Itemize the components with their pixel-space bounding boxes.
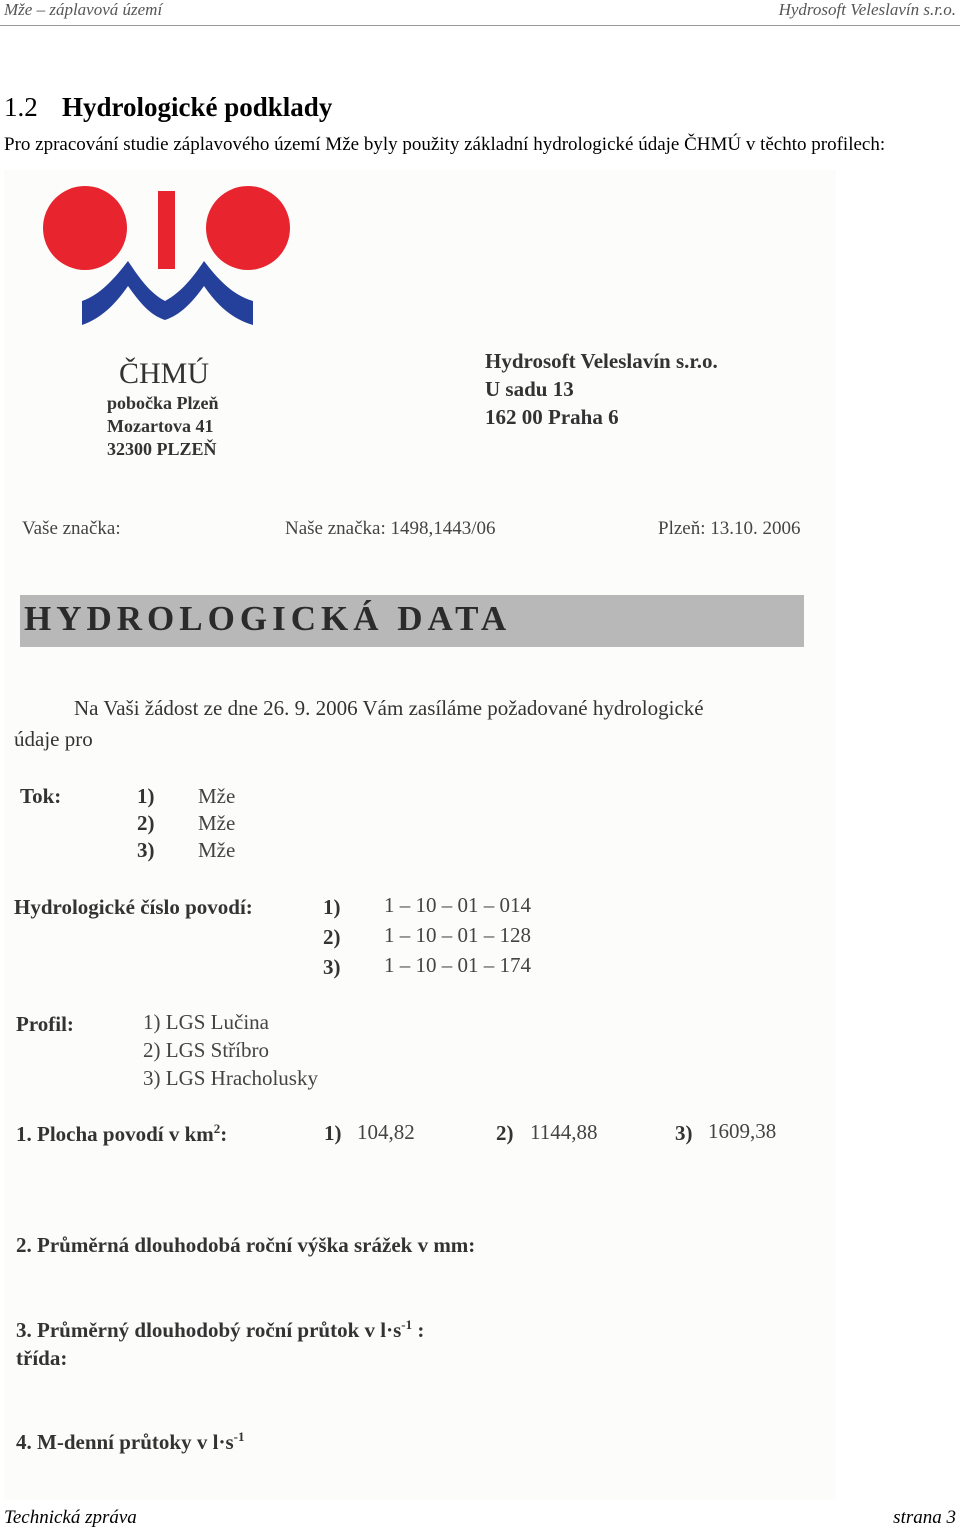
page-footer-right: strana 3 xyxy=(893,1507,956,1528)
tok-value-2: Mže xyxy=(198,811,236,835)
povodi-label: Hydrologické číslo povodí: xyxy=(14,895,253,919)
logo-red-bar xyxy=(158,191,175,269)
plocha-label-sup: 2 xyxy=(213,1121,221,1136)
plocha-num-3: 3) xyxy=(675,1121,693,1145)
intro-paragraph: Pro zpracování studie záplavového území Mže byly použity základní hydrologické údaje ČHMÚ v těchto profilech: xyxy=(4,134,886,155)
request-line-2: údaje pro xyxy=(14,727,93,751)
plocha-label xyxy=(16,1121,227,1147)
profil-item-3: 3) LGS Hracholusky xyxy=(143,1066,318,1090)
tok-num-1: 1) xyxy=(137,784,155,808)
item3-label-text: 3. Průměrný dlouhodobý roční průtok v l·s xyxy=(16,1318,402,1342)
item3-class-label: třída: xyxy=(16,1346,68,1370)
povodi-value-3: 1 – 10 – 01 – 174 xyxy=(384,953,531,977)
item3-label xyxy=(16,1317,424,1343)
povodi-value-1: 1 – 10 – 01 – 014 xyxy=(384,893,531,917)
tok-num-3: 3) xyxy=(137,838,155,862)
povodi-num-2: 2) xyxy=(323,925,341,949)
recipient-name: Hydrosoft Veleslavín s.r.o. xyxy=(485,349,718,373)
plocha-value-3: 1609,38 xyxy=(708,1119,777,1143)
page-footer-left: Technická zpráva xyxy=(4,1507,137,1528)
our-reference: Naše značka: 1498,1443/06 xyxy=(285,518,496,539)
plocha-label-text: 1. Plocha povodí v km xyxy=(16,1122,214,1146)
povodi-num-3: 3) xyxy=(323,955,341,979)
chmu-logo xyxy=(40,183,300,333)
item2-label: 2. Průměrná dlouhodobá roční výška srážek v mm: xyxy=(16,1233,476,1257)
povodi-num-1: 1) xyxy=(323,895,341,919)
page-header-right: Hydrosoft Veleslavín s.r.o. xyxy=(778,0,956,19)
plocha-value-2: 1144,88 xyxy=(530,1120,598,1144)
sender-name: ČHMÚ xyxy=(119,357,210,390)
tok-label: Tok: xyxy=(20,784,62,808)
section-number: 1.2 xyxy=(4,92,38,122)
page-header-left: Mže – záplavová území xyxy=(4,0,163,19)
section-heading xyxy=(4,92,332,123)
plocha-label-tail: : xyxy=(220,1122,228,1146)
your-reference: Vaše značka: xyxy=(22,518,121,539)
profil-item-2: 2) LGS Stříbro xyxy=(143,1038,269,1062)
profil-label: Profil: xyxy=(16,1012,74,1036)
item4-label xyxy=(16,1429,244,1455)
place-date: Plzeň: 13.10. 2006 xyxy=(658,518,801,539)
item3-label-tail: : xyxy=(412,1318,425,1342)
tok-value-3: Mže xyxy=(198,838,236,862)
tok-value-1: Mže xyxy=(198,784,236,808)
header-divider xyxy=(0,25,960,26)
plocha-num-1: 1) xyxy=(324,1121,342,1145)
recipient-street: U sadu 13 xyxy=(485,377,574,401)
sender-city: 32300 PLZEŇ xyxy=(107,439,217,459)
tok-num-2: 2) xyxy=(137,811,155,835)
logo-red-circle-right xyxy=(206,186,290,270)
plocha-num-2: 2) xyxy=(496,1121,514,1145)
recipient-city: 162 00 Praha 6 xyxy=(485,405,619,429)
recipient-address xyxy=(485,347,718,431)
plocha-value-1: 104,82 xyxy=(357,1120,415,1144)
sender-address xyxy=(107,356,219,461)
logo-blue-wave xyxy=(82,261,253,325)
povodi-value-2: 1 – 10 – 01 – 128 xyxy=(384,923,531,947)
sender-branch: pobočka Plzeň xyxy=(107,393,219,413)
item4-label-text: 4. M-denní průtoky v l·s xyxy=(16,1430,234,1454)
sender-street: Mozartova 41 xyxy=(107,416,214,436)
profil-item-1: 1) LGS Lučina xyxy=(143,1010,269,1034)
section-title: Hydrologické podklady xyxy=(62,92,333,122)
data-banner-title: HYDROLOGICKÁ DATA xyxy=(24,599,512,638)
logo-red-circle-left xyxy=(43,186,127,270)
request-line-1: Na Vaši žádost ze dne 26. 9. 2006 Vám zasíláme požadované hydrologické xyxy=(74,696,704,720)
item4-label-sup: -1 xyxy=(233,1429,245,1444)
item3-label-sup: -1 xyxy=(401,1317,413,1332)
